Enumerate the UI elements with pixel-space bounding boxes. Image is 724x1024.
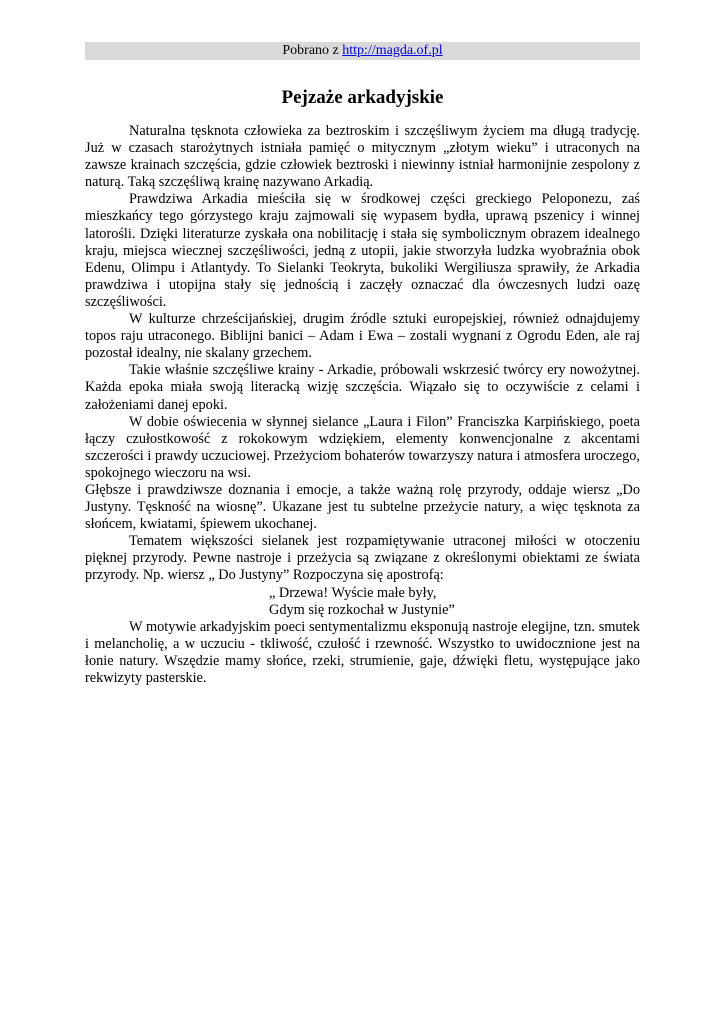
paragraph-7: Tematem większości sielanek jest rozpamiętywanie utraconej miłości w otoczeniu pięknej przyrody. Pewne nastroje i przeżycia są związane z określonymi obiektami ze świata przyrody. Np. wiersz „ Do Justyny” Rozpoczyna się apostrofą: bbox=[85, 533, 640, 584]
paragraph-1: Naturalna tęsknota człowieka za beztroskim i szczęśliwym życiem ma długą tradycję. Już w czasach starożytnych istniała pamięć o mitycznym „złotym wieku” i utraconych na zawsze krainach szczęścia, gdzie człowiek beztroski i niewinny istniał harmonijnie zespolony z naturą. Taką szczęśliwą krainę nazywano Arkadią. bbox=[85, 123, 640, 191]
verse-line-1: „ Drzewa! Wyście małe były, bbox=[269, 584, 437, 601]
paragraph-5: W dobie oświecenia w słynnej sielance „Laura i Filon” Franciszka Karpińskiego, poeta łączy czułostkowość z rokokowym wdziękiem, elementy konwencjonalne z akcentami szczerości i prawdy uczuciowej. Przeżyciom bohaterów towarzyszy natura i atmosfera uroczego, spokojnego wieczoru na wsi. bbox=[85, 413, 640, 481]
header-prefix: Pobrano z bbox=[282, 43, 343, 58]
paragraph-3: W kulturze chrześcijańskiej, drugim źródle sztuki europejskiej, również odnajdujemy topos raju utraconego. Biblijni banici – Adam i Ewa – zostali wygnani z Ogrodu Eden, ale raj pozostał idealny, nie skalany grzechem. bbox=[85, 311, 640, 362]
verse-line-2: Gdym się rozkochał w Justynie” bbox=[269, 601, 455, 618]
document-title: Pejzaże arkadyjskie bbox=[281, 87, 444, 108]
document-body bbox=[85, 123, 640, 687]
paragraph-6: Głębsze i prawdziwsze doznania i emocje, a także ważną rolę przyrody, oddaje wiersz „Do Justyny. Tęskność na wiosnę”. Ukazane jest tu subtelne przeżycie natury, a więc tęsknota za słońcem, kwiatami, śpiewem ukochanej. bbox=[85, 481, 640, 533]
download-source-header bbox=[85, 42, 640, 60]
paragraph-2: Prawdziwa Arkadia mieściła się w środkowej części greckiego Peloponezu, zaś mieszkańcy tego górzystego kraju zajmowali się wypasem bydła, uprawą pszenicy i winnej latorośli. Dzięki literaturze zyskała ona nobilitację i stała się symbolicznym obrazem idealnego kraju, miejsca wiecznej szczęśliwości, jedną z utopii, jakie stworzyła ludzka wyobraźnia obok Edenu, Olimpu i Atlantydy. To Sielanki Teokryta, bukoliki Wergiliusza sprawiły, że Arkadia prawdziwa i utopijna stały się jednością i zaczęły oznaczać dla ówczesnych ludzi oazę szczęśliwości. bbox=[85, 191, 640, 310]
paragraph-4: Takie właśnie szczęśliwe krainy - Arkadie, próbowali wskrzesić twórcy ery nowożytnej. Każda epoka miała swoją literacką wizję szczęścia. Wiązało się to oczywiście z celami i założeniami danej epoki. bbox=[85, 362, 640, 413]
source-link[interactable]: http://magda.of.pl bbox=[342, 43, 443, 58]
paragraph-8: W motywie arkadyjskim poeci sentymentalizmu eksponują nastroje elegijne, tzn. smutek i melancholię, a w uczuciu - tkliwość, czułość i rzewność. Wszystko to uwidocznione jest na łonie natury. Wszędzie mamy słońce, rzeki, strumienie, gaje, dźwięki fletu, występujące jako rekwizyty pasterskie. bbox=[85, 618, 640, 686]
